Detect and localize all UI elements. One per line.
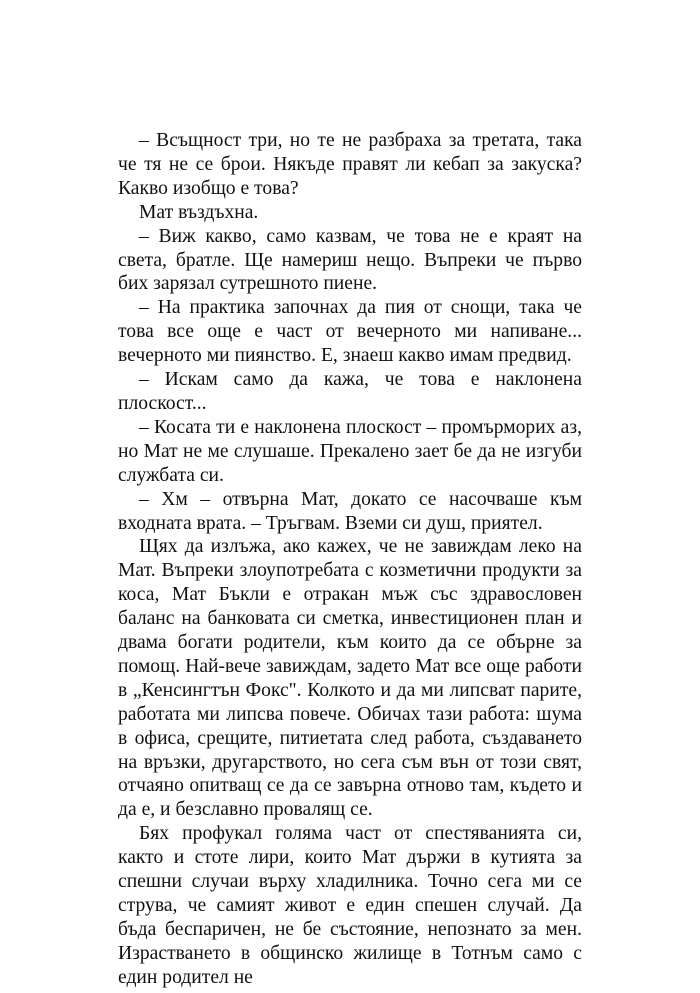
paragraph-not-end-of-world: – Виж какво, само казвам, че това не е краят на света, братле. Ще намериш нещо. Въпреки че първо бих зарязал сутрешното пиене. [118, 225, 582, 295]
paragraph-your-hair: – Косата ти е наклонена плоскост – промърморих аз, но Мат не ме слушаше. Прекалено зает бе да не изгуби службата си. [118, 416, 582, 486]
paragraph-dialogue-three: – Всъщност три, но те не разбраха за третата, така че тя не се брои. Някъде правят ли кебап за закуска? Какво изобщо е това? [118, 130, 582, 199]
paragraph-envy-matt: Щях да излъжа, ако кажех, че не завиждам леко на Мат. Въпреки злоупотребата с козметични продукти за коса, Мат Бъкли е отракан мъж със здравословен баланс на банковата си сметка, инвестиционен план и двама богати родители, към които да се обърне за помощ. Най-вече завиждам, задето Мат все още работи в „Кенсингтън Фокс". Колкото и да ми липсват парите, работата ми липсва повече. Обичах тази работа: шума в офиса, срещите, питиетата след работа, създаването на връзки, другарството, но сега съм вън от този свят, отчаяно опитващ се да се завърна отново там, където и да е, и безславно провалящ се. [118, 536, 582, 821]
paragraph-leaving: – Хм – отвърна Мат, докато се насочваше към входната врата. – Тръгвам. Вземи си душ, приятел. [118, 488, 582, 534]
paragraph-slippery-slope: – Искам само да кажа, че това е наклонена плоскост... [118, 369, 582, 414]
paragraph-drinking-since-last-night: – На практика започнах да пия от снощи, така че това все още е част от вечерното ми напиване... вечерното ми пиянство. Е, знаеш какво имам предвид. [118, 297, 582, 367]
book-page-text [118, 129, 582, 990]
paragraph-savings: Бях профукал голяма част от спестяванията си, както и стоте лири, които Мат държи в кутията за спешни случаи върху хладилника. Точно сега ми се струва, че самият живот е един спешен случай. Да бъда беспаричен, не бе състояние, непознато за мен. Израстването в общинско жилище в Тотнъм само с един родител не [118, 823, 582, 988]
paragraph-matt-sighed: Мат въздъхна. [139, 201, 259, 223]
